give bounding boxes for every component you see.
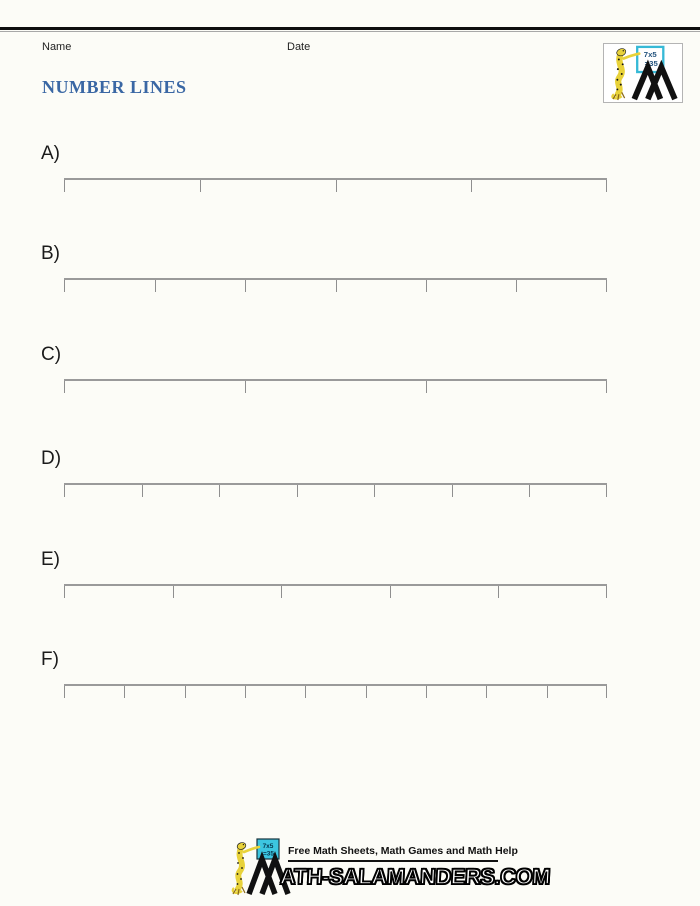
date-label: Date bbox=[287, 41, 311, 53]
number-line-label: F) bbox=[41, 649, 59, 670]
tick-mark bbox=[245, 686, 246, 698]
tick-mark bbox=[245, 280, 246, 292]
number-line bbox=[64, 278, 607, 293]
tick-mark bbox=[64, 280, 65, 292]
number-line bbox=[64, 379, 607, 394]
tick-mark bbox=[390, 586, 391, 598]
tick-mark bbox=[426, 686, 427, 698]
footer-divider bbox=[288, 860, 498, 862]
number-line-row bbox=[0, 344, 700, 399]
footer-tagline: Free Math Sheets, Math Games and Math Help bbox=[288, 845, 518, 857]
tick-mark bbox=[606, 180, 607, 192]
tick-mark bbox=[281, 586, 282, 598]
number-line-label: C) bbox=[41, 344, 62, 365]
tick-mark bbox=[64, 180, 65, 192]
tick-mark bbox=[606, 485, 607, 497]
tick-mark bbox=[516, 280, 517, 292]
tick-mark bbox=[426, 381, 427, 393]
tick-mark bbox=[185, 686, 186, 698]
footer-salamander-icon bbox=[233, 842, 259, 895]
number-line bbox=[64, 178, 607, 193]
svg-text:7x5: 7x5 bbox=[643, 50, 657, 60]
tick-mark bbox=[336, 280, 337, 292]
number-line-row bbox=[0, 243, 700, 298]
tick-mark bbox=[64, 686, 65, 698]
tick-mark bbox=[64, 586, 65, 598]
svg-text:=35: =35 bbox=[262, 850, 275, 858]
number-line bbox=[64, 684, 607, 699]
tick-mark bbox=[155, 280, 156, 292]
tick-mark bbox=[124, 686, 125, 698]
name-label: Name bbox=[42, 41, 72, 53]
footer-banner bbox=[228, 838, 551, 900]
tick-mark bbox=[245, 381, 246, 393]
number-line bbox=[64, 483, 607, 498]
number-line-label: A) bbox=[41, 143, 60, 164]
tick-mark bbox=[305, 686, 306, 698]
tick-mark bbox=[606, 686, 607, 698]
tick-mark bbox=[173, 586, 174, 598]
number-line-label: B) bbox=[41, 243, 60, 264]
tick-mark bbox=[426, 280, 427, 292]
tick-mark bbox=[606, 381, 607, 393]
number-line-row bbox=[0, 448, 700, 503]
footer-site-name: ATH-SALAMANDERS.COM bbox=[279, 864, 551, 889]
tick-mark bbox=[498, 586, 499, 598]
tick-mark bbox=[529, 485, 530, 497]
tick-mark bbox=[142, 485, 143, 497]
tick-mark bbox=[471, 180, 472, 192]
number-line-row bbox=[0, 549, 700, 604]
tick-mark bbox=[547, 686, 548, 698]
tick-mark bbox=[452, 485, 453, 497]
svg-text:=35: =35 bbox=[644, 59, 658, 69]
tick-mark bbox=[374, 485, 375, 497]
tick-mark bbox=[64, 485, 65, 497]
tick-mark bbox=[366, 686, 367, 698]
number-line-label: E) bbox=[41, 549, 60, 570]
svg-text:7x5: 7x5 bbox=[262, 843, 274, 850]
tick-mark bbox=[297, 485, 298, 497]
tick-mark bbox=[606, 586, 607, 598]
tick-mark bbox=[336, 180, 337, 192]
tick-mark bbox=[606, 280, 607, 292]
tick-mark bbox=[200, 180, 201, 192]
tick-mark bbox=[64, 381, 65, 393]
tick-mark bbox=[486, 686, 487, 698]
number-line-label: D) bbox=[41, 448, 62, 469]
page-title: NUMBER LINES bbox=[42, 77, 187, 97]
tick-mark bbox=[219, 485, 220, 497]
number-line-row bbox=[0, 143, 700, 198]
number-line bbox=[64, 584, 607, 599]
number-line-row bbox=[0, 649, 700, 704]
